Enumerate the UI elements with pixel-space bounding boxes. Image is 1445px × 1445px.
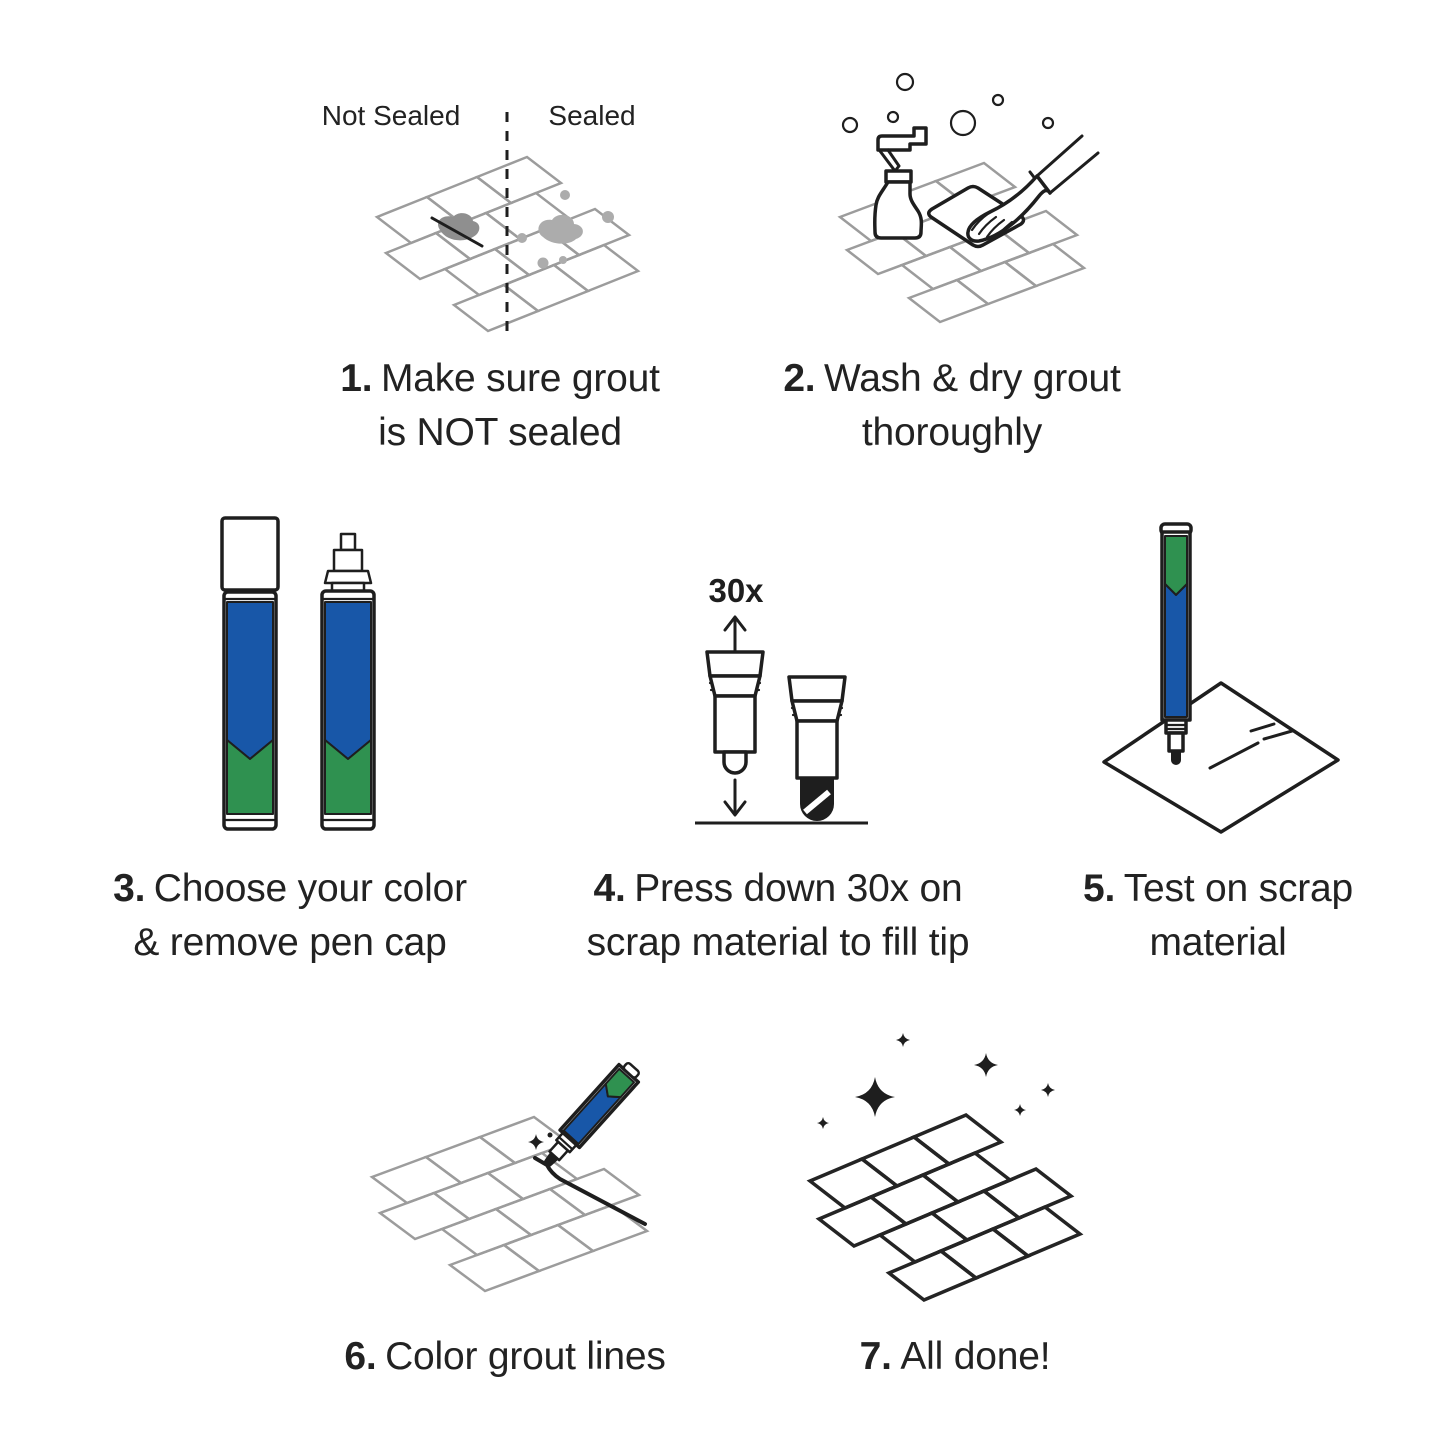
label-not-sealed: Not Sealed xyxy=(321,100,461,131)
nib-filled-tip xyxy=(789,677,845,821)
step-6-caption xyxy=(305,1330,705,1384)
step-2-illustration xyxy=(780,60,1200,350)
tile-pattern xyxy=(816,163,1108,322)
spray-bottle xyxy=(875,128,926,238)
pen-capped xyxy=(222,518,278,829)
grout-pen-coloring xyxy=(536,1059,644,1175)
tile-pattern xyxy=(345,1117,674,1291)
step-4-illustration xyxy=(620,540,940,840)
arrow-down-icon xyxy=(725,780,745,815)
step-4-caption xyxy=(563,862,993,970)
step-3-caption xyxy=(105,862,475,970)
step-4-text: Press down 30x on scrap material to fill tip xyxy=(586,867,970,964)
step-7-illustration xyxy=(790,1020,1210,1320)
sparkle-icon xyxy=(528,1133,553,1151)
step-2-number: 2. xyxy=(783,357,816,400)
step-3-number: 3. xyxy=(113,867,146,910)
step-5-text: Test on scrap material xyxy=(1123,867,1354,964)
step-3-illustration xyxy=(150,500,430,845)
wiping-hand xyxy=(968,136,1098,241)
step-7-text: All done! xyxy=(900,1335,1051,1378)
step-6-number: 6. xyxy=(344,1335,377,1378)
step-4-number: 4. xyxy=(593,867,626,910)
step-1-illustration xyxy=(280,90,700,370)
soap-bubbles xyxy=(843,74,1053,135)
sparkles xyxy=(817,1033,1055,1129)
step-7-caption xyxy=(755,1330,1155,1384)
step-6-text: Color grout lines xyxy=(385,1335,666,1378)
nib-pressed-up xyxy=(707,652,763,773)
tile-pattern-finished xyxy=(790,1115,1106,1300)
grout-pen-testing xyxy=(1161,524,1191,765)
step-1-caption xyxy=(325,352,675,460)
beading-stain xyxy=(517,190,614,269)
label-sealed: Sealed xyxy=(548,100,636,131)
step-2-text: Wash & dry grout thoroughly xyxy=(824,357,1121,454)
step-5-caption xyxy=(1068,862,1368,970)
step-6-illustration xyxy=(330,1050,730,1315)
step-2-caption xyxy=(762,352,1142,460)
step-1-number: 1. xyxy=(340,357,373,400)
scrap-paper xyxy=(1104,683,1338,832)
step-3-text: Choose your color & remove pen cap xyxy=(133,867,467,964)
step-5-number: 5. xyxy=(1082,867,1116,910)
step-5-illustration xyxy=(1030,500,1370,845)
step-1-text: Make sure grout is NOT sealed xyxy=(378,357,660,454)
step-7-number: 7. xyxy=(859,1335,892,1378)
pen-uncapped xyxy=(322,534,374,829)
press-count-label: 30x xyxy=(708,572,764,609)
